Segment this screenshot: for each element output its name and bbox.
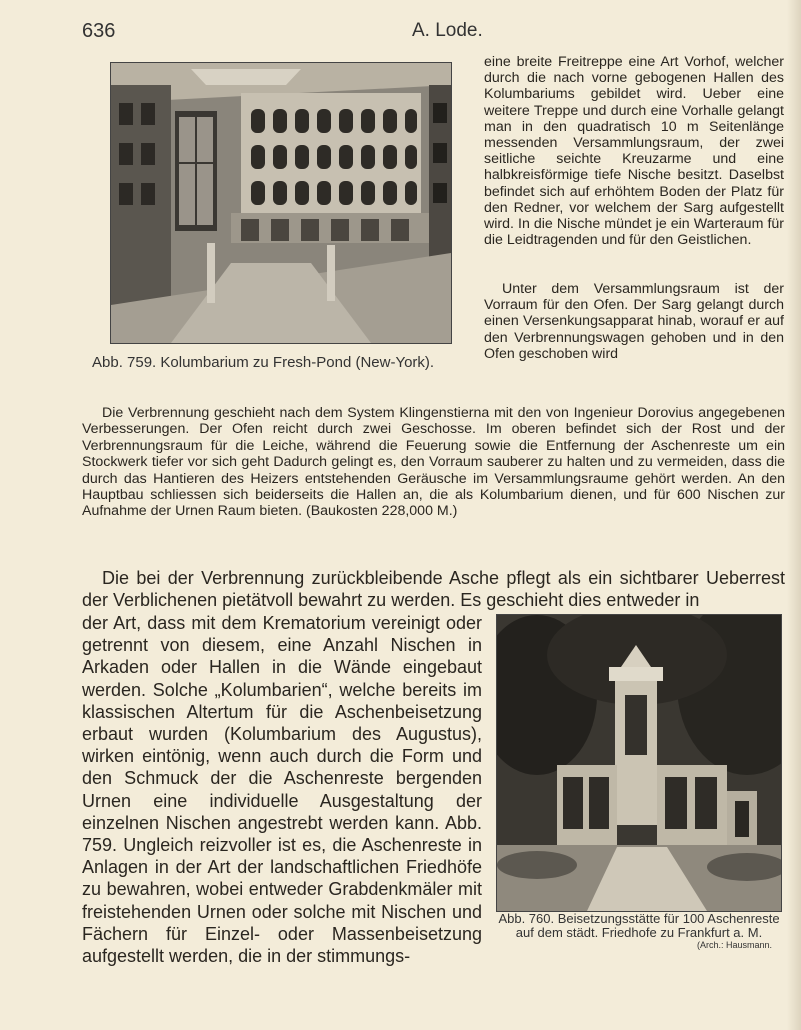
page-header [82,20,771,46]
page-number: 636 [82,20,116,42]
memorial-illustration [497,615,781,911]
figure-759-caption: Abb. 759. Kolumbarium zu Fresh-Pond (New-York). [92,354,435,371]
columbarium-illustration [111,63,451,343]
page-edge-shadow [787,0,801,1030]
paragraph-1-text: eine breite Freitreppe eine Art Vorhof, welcher durch die nach vorne gebogenen Hallen des Kolumbariums gebildet wird. Ueber eine weitere Treppe und durch eine Vorhalle gelangt man in den quadratisch 10 m Seitenlänge messenden Versammlungsraum, der zwei seitliche seichte Kreuzarme und eine halbkreisförmige tiefe Nische besitzt. Daselbst befindet sich auf erhöhtem Boden der Platz für den Redner, vor welchem der Sarg aufgestellt wird. In die Nische mündet je ein Warteraum für die Leidtragenden und für den Geistlichen. [484,54,784,249]
paragraph-3: Die Verbrennung geschieht nach dem System Klingenstierna mit den von Ingenieur Dorovius angegebenen Verbesserungen. Der Ofen reicht durch zwei Geschosse. Im oberen befindet sich der Rost und der Verbrennungsraum für die Leiche, während die Feuerung sowie die Entfernung der Aschenreste um ein Stockwerk tiefer vor sich geht Dadurch gelingt es, den Vorraum sauberer zu halten und zu vermeiden, dass die durch das Hantieren des Heizers entstehenden Geräusche im Versammlungsraume gehört werden. An den Hauptbau schliessen sich beiderseits die Hallen an, die als Kolumbarium dienen, und für 600 Nischen zur Aufnahme der Urnen Raum bieten. (Baukosten 228,000 M.) [82,405,785,520]
paragraph-2-text: Unter dem Versammlungsraum ist der Vorraum für den Ofen. Der Sarg gelangt durch einen Versenkungsapparat hinab, worauf er auf den Verbrennungswagen gehoben und in den Ofen geschoben wird [484,281,784,362]
paragraph-4-body: der Art, dass mit dem Krematorium vereinigt oder getrennt von diesem, eine Anzahl Nischen in Arkaden oder Hallen in die Wände eingebaut werden. Solche „Kolumbarien“, welche bereits im klassischen Altertum für die Aschenbeisetzung erbaut wurden (Kolumbarium des Augustus), wirken eintönig, wenn auch durch die Form und den Schmuck der die Aschenreste bergenden Urnen eine individuelle Ausgestaltung der einzelnen Nischen angestrebt werden kann. Abb. 759. Ungleich reizvoller ist es, die Aschenreste in Anlagen in der Art der landschaftlichen Friedhöfe zu bewahren, wobei entweder Grabdenkmäler mit freistehenden Urnen oder solche mit Nischen und Fächern für Einzel- oder Massenbeisetzung aufgestellt werden, die in der stimmungs- [82,613,482,967]
figure-760-credit: (Arch.: Hausmann. [696,940,772,950]
paragraph-2 [484,281,784,362]
figure-760-caption [494,912,784,951]
running-head: A. Lode. [412,20,483,41]
figure-759-columbarium-photo [110,62,452,344]
figure-760-caption-text: Abb. 760. Beisetzungsstätte für 100 Aschenreste auf dem städt. Friedhofe zu Frankfurt a. M. [498,911,780,940]
paragraph-1 [484,54,784,248]
figure-760-memorial-photo [496,614,782,912]
paragraph-4-lead: Die bei der Verbrennung zurückbleibende Asche pflegt als ein sichtbarer Ueberrest der Verblichenen pietätvoll bewahrt zu werden. Es geschieht dies entweder in [82,568,785,610]
